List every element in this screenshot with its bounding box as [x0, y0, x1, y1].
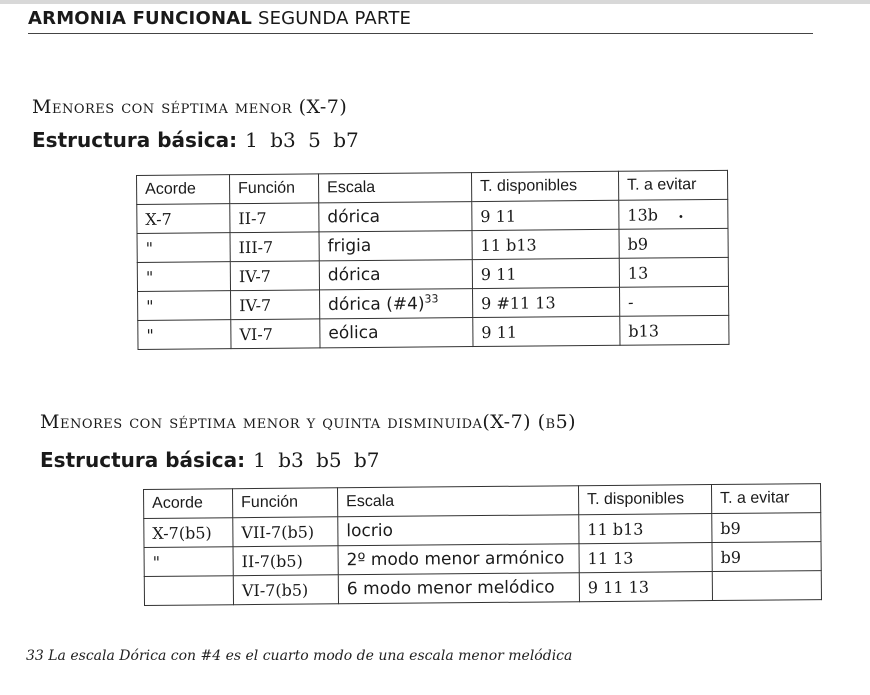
cell: VI-7(b5) — [233, 575, 338, 605]
col-t-disponibles: T. disponibles — [471, 171, 618, 201]
col-escala: Escala — [318, 173, 471, 203]
section1-table — [136, 170, 730, 350]
col-funcion: Función — [233, 488, 338, 518]
cell: 9 #11 13 — [473, 287, 620, 317]
cell: 13 — [619, 257, 728, 287]
cell: X-7(b5) — [144, 518, 233, 548]
section2-structure-label: Estructura básica: — [40, 448, 246, 472]
page-header — [28, 8, 411, 29]
cell — [144, 576, 233, 606]
cell: 6 modo menor melódico — [338, 573, 579, 604]
col-t-evitar: T. a evitar — [711, 484, 820, 514]
cell: 9 11 — [472, 258, 619, 288]
cell-value: dórica (#4) — [328, 294, 425, 316]
cell: dórica — [319, 260, 472, 290]
page-top-edge — [0, 0, 870, 4]
col-t-evitar: T. a evitar — [618, 170, 727, 200]
cell: b9 — [619, 228, 728, 258]
cell — [619, 199, 728, 229]
cell: locrio — [338, 515, 579, 546]
table-row — [138, 315, 729, 349]
col-acorde: Acorde — [137, 175, 230, 205]
cell: 9 11 — [473, 316, 620, 346]
cell: II-7 — [230, 203, 319, 233]
col-t-disponibles: T. disponibles — [578, 485, 711, 515]
section2-title: Menores con séptima menor y quinta disminuida(X-7) (b5) — [40, 411, 577, 433]
footnote-ref: 33 — [424, 292, 439, 306]
cell: IV-7 — [231, 290, 320, 320]
cell: b9 — [712, 513, 821, 543]
cell: b13 — [620, 315, 729, 345]
cell: II-7(b5) — [233, 546, 338, 576]
cell: eólica — [320, 318, 473, 348]
table-row — [144, 571, 821, 606]
cell-value: 13b — [627, 204, 659, 225]
cell: b9 — [712, 542, 821, 572]
footnote: 33 La escala Dórica con #4 es el cuarto modo de una escala menor melódica — [26, 648, 573, 664]
cell: 2º modo menor armónico — [338, 544, 579, 575]
section1-structure-values: 1 b3 5 b7 — [245, 128, 359, 152]
cell: X-7 — [137, 204, 230, 234]
cell: IV-7 — [230, 261, 319, 291]
cell: " — [137, 233, 230, 263]
cell: " — [138, 291, 231, 321]
cell — [712, 571, 821, 601]
cell: 11 13 — [579, 543, 712, 573]
header-title-rest: SEGUNDA PARTE — [257, 8, 412, 29]
section1-structure-label: Estructura básica: — [32, 128, 238, 152]
cell: frigia — [319, 231, 472, 261]
cell: " — [138, 320, 231, 350]
section1-title: Menores con séptima menor (X-7) — [32, 96, 348, 118]
stray-mark: • — [677, 211, 684, 223]
col-acorde: Acorde — [144, 489, 233, 519]
header-title-bold: ARMONIA FUNCIONAL — [28, 8, 253, 29]
cell: 11 b13 — [472, 229, 619, 259]
section2-structure-values: 1 b3 b5 b7 — [253, 448, 380, 472]
cell: III-7 — [230, 232, 319, 262]
section2-structure — [40, 448, 380, 472]
cell: VII-7(b5) — [233, 517, 338, 547]
cell: VI-7 — [231, 319, 320, 349]
cell: 11 b13 — [579, 514, 712, 544]
section1-structure — [32, 128, 359, 152]
header-rule — [28, 33, 813, 34]
cell: 9 11 — [472, 200, 619, 230]
col-escala: Escala — [337, 486, 578, 517]
col-funcion: Función — [230, 174, 319, 204]
section2-table — [143, 483, 822, 606]
cell: dórica — [319, 202, 472, 232]
cell: " — [144, 547, 233, 577]
cell: - — [619, 286, 728, 316]
cell: 9 11 13 — [579, 572, 712, 602]
cell — [320, 289, 473, 319]
cell: " — [137, 262, 230, 292]
